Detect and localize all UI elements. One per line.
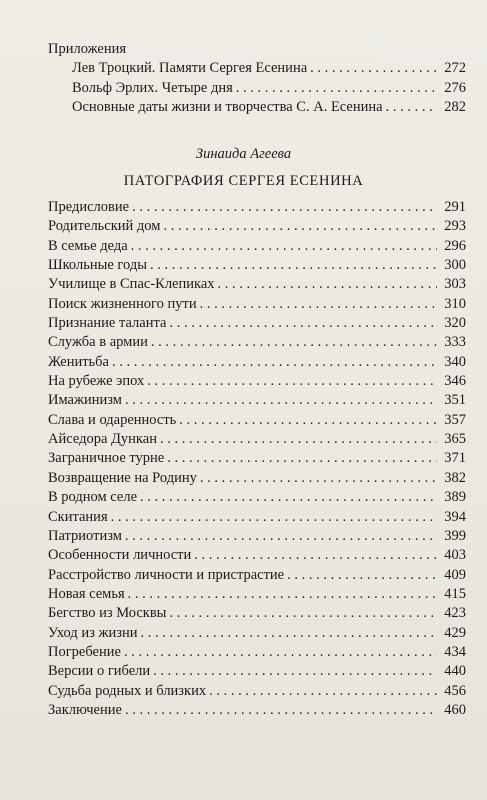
toc-entry-title: В родном селе xyxy=(48,489,138,506)
toc-entry xyxy=(48,295,466,314)
dot-leader xyxy=(236,79,437,99)
dot-leader xyxy=(125,701,437,720)
dot-leader xyxy=(167,449,437,468)
toc-entry-title: Патриотизм xyxy=(48,527,122,544)
toc-entry xyxy=(48,237,466,256)
toc-entry-page: 310 xyxy=(444,295,466,312)
dot-leader xyxy=(386,98,437,118)
dot-leader xyxy=(310,59,437,79)
dot-leader xyxy=(132,198,437,217)
dot-leader xyxy=(150,256,437,275)
toc-entry-page: 415 xyxy=(444,585,466,602)
toc-entry xyxy=(48,527,466,546)
dot-leader xyxy=(218,275,437,294)
toc-entry xyxy=(48,411,466,430)
toc-entry xyxy=(48,217,466,236)
toc-entry xyxy=(72,98,466,118)
toc-entry xyxy=(72,59,466,79)
dot-leader xyxy=(128,585,437,604)
chapters-toc xyxy=(48,198,466,720)
appendix-heading: Приложения xyxy=(48,41,127,57)
toc-entry-title: Расстройство личности и пристрастие xyxy=(48,566,285,583)
toc-entry xyxy=(48,682,466,701)
toc-entry-title: Уход из жизни xyxy=(48,624,138,641)
toc-entry-page: 293 xyxy=(444,218,466,235)
toc-entry-title: Признание таланта xyxy=(48,315,167,332)
dot-leader xyxy=(147,372,437,391)
toc-entry xyxy=(48,256,466,275)
toc-entry-title: Училище в Спас-Клепиках xyxy=(48,276,215,293)
toc-entry-title: На рубеже эпох xyxy=(48,373,145,390)
toc-entry-page: 371 xyxy=(444,450,466,467)
toc-entry-title: В семье деда xyxy=(48,237,128,254)
dot-leader xyxy=(125,527,437,546)
toc-entry xyxy=(48,585,466,604)
toc-entry-page: 460 xyxy=(444,701,466,718)
toc-entry-title: Заграничное турне xyxy=(48,450,165,467)
toc-entry-page: 365 xyxy=(444,431,466,448)
toc-entry-page: 276 xyxy=(444,79,466,96)
toc-entry-page: 429 xyxy=(444,624,466,641)
toc-entry xyxy=(48,314,466,333)
toc-entry xyxy=(48,430,466,449)
toc-entry-title: Предисловие xyxy=(48,199,130,215)
toc-entry-title: Возвращение на Родину xyxy=(48,469,197,486)
toc-entry xyxy=(48,372,466,391)
book-title: ПАТОГРАФИЯ СЕРГЕЯ ЕСЕНИНА xyxy=(123,173,364,189)
dot-leader xyxy=(140,488,437,507)
toc-entry xyxy=(48,449,466,468)
toc-entry-title: Судьба родных и близких xyxy=(48,682,207,699)
toc-entry-title: Лев Троцкий. Памяти Сергея Есенина xyxy=(72,60,308,76)
toc-entry-page: 282 xyxy=(444,99,466,115)
toc-entry-page: 357 xyxy=(444,411,466,428)
toc-entry-title: Слава и одаренность xyxy=(48,411,177,428)
toc-entry-page: 333 xyxy=(444,334,466,351)
dot-leader xyxy=(151,333,437,352)
toc-entry-title: Имажинизм xyxy=(48,392,122,409)
dot-leader xyxy=(153,662,437,681)
dot-leader xyxy=(194,546,437,565)
toc-entry-page: 320 xyxy=(444,315,466,332)
toc-entry-title: Поиск жизненного пути xyxy=(48,295,197,312)
toc-entry-title: Скитания xyxy=(48,508,108,525)
toc-entry xyxy=(48,275,466,294)
toc-entry xyxy=(48,662,466,681)
toc-entry-page: 394 xyxy=(444,508,466,525)
toc-entry-title: Новая семья xyxy=(48,585,125,602)
dot-leader xyxy=(141,624,438,643)
toc-entry-page: 340 xyxy=(444,353,466,370)
author-name: Зинаида Агеева xyxy=(195,146,292,162)
dot-leader xyxy=(111,508,437,527)
toc-entry xyxy=(48,546,466,565)
toc-entry-page: 346 xyxy=(444,373,466,390)
toc-entry-page: 296 xyxy=(444,237,466,254)
toc-entry-title: Вольф Эрлих. Четыре дня xyxy=(72,79,233,96)
toc-entry-title: Особенности личности xyxy=(48,547,192,564)
toc-entry-page: 423 xyxy=(444,605,466,622)
toc-entry-page: 303 xyxy=(444,276,466,293)
dot-leader xyxy=(112,353,437,372)
dot-leader xyxy=(169,314,437,333)
toc-entry xyxy=(48,701,466,720)
toc-entry-title: Родительский дом xyxy=(48,218,161,235)
toc-entry-title: Версии о гибели xyxy=(48,663,151,680)
toc-entry-page: 409 xyxy=(444,566,466,583)
toc-entry-title: Погребение xyxy=(48,643,121,660)
toc-entry xyxy=(48,353,466,372)
toc-entry-page: 351 xyxy=(444,392,466,409)
toc-entry-page: 389 xyxy=(444,489,466,506)
toc-entry-title: Служба в армии xyxy=(48,334,148,351)
dot-leader xyxy=(209,682,437,701)
toc-entry xyxy=(48,508,466,527)
toc-entry-title: Айседора Дункан xyxy=(48,431,157,448)
toc-entry-title: Бегство из Москвы xyxy=(48,605,167,622)
dot-leader xyxy=(179,411,437,430)
toc-entry xyxy=(48,624,466,643)
toc-entry xyxy=(48,333,466,352)
toc-entry xyxy=(72,79,466,99)
toc-entry-page: 456 xyxy=(444,682,466,699)
toc-entry xyxy=(48,604,466,623)
toc-entry-title: Школьные годы xyxy=(48,257,147,274)
toc-entry-page: 382 xyxy=(444,469,466,486)
toc-entry xyxy=(48,566,466,585)
dot-leader xyxy=(200,469,437,488)
dot-leader xyxy=(287,566,437,585)
toc-entry-page: 440 xyxy=(444,663,466,680)
toc-entry xyxy=(48,488,466,507)
toc-entry-page: 272 xyxy=(444,60,466,76)
dot-leader xyxy=(160,430,437,449)
dot-leader xyxy=(200,295,437,314)
toc-entry-page: 434 xyxy=(444,643,466,660)
toc-entry-title: Заключение xyxy=(48,701,122,718)
toc-entry-title: Женитьба xyxy=(48,353,109,370)
toc-entry-page: 403 xyxy=(444,547,466,564)
toc-entry xyxy=(48,469,466,488)
dot-leader xyxy=(169,604,437,623)
dot-leader xyxy=(163,217,437,236)
toc-entry xyxy=(48,643,466,662)
toc-entry-page: 399 xyxy=(444,527,466,544)
toc-entry xyxy=(48,391,466,410)
dot-leader xyxy=(124,643,437,662)
toc-entry-page: 300 xyxy=(444,257,466,274)
toc-entry-page: 291 xyxy=(444,199,466,215)
dot-leader xyxy=(131,237,437,256)
toc-entry xyxy=(48,198,466,217)
dot-leader xyxy=(125,391,437,410)
appendix-toc xyxy=(72,59,466,118)
toc-entry-title: Основные даты жизни и творчества С. А. Есенина xyxy=(72,99,383,115)
